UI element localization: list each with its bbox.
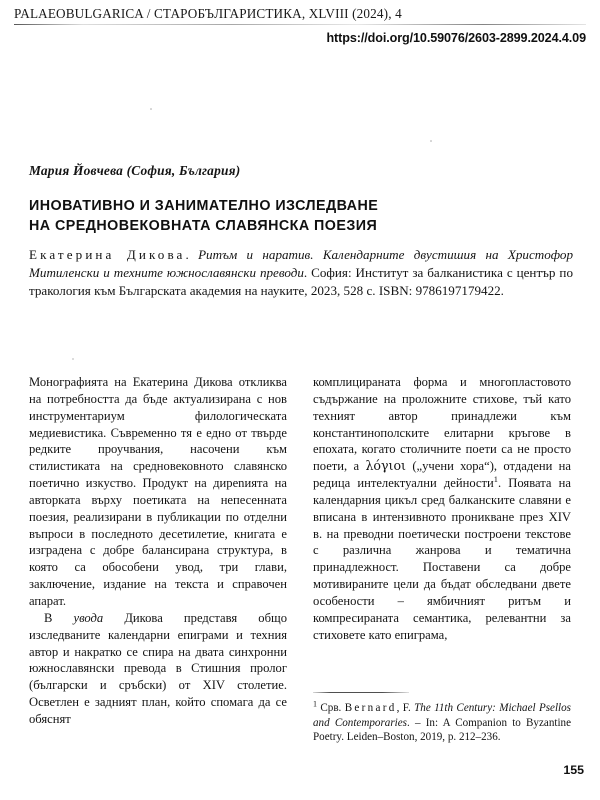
scan-speck [72, 358, 74, 360]
greek-term: λόγιοι [365, 458, 406, 474]
paragraph: Монографията на Екатерина Дикова откликва на потребността да бъде актуализирана с нов инструментариум филологическата медиевистика. Съвременно тя е едно от твърде редките проучвания, насочени към стилистиката на средновековното славянско поетично изкуство. Продукт на дирenията на авторката върху поетиката на непесенната поезия, реализирани в публикации по отделни въпроси в последното десетилетие, книгата е изградена с добре балансирана структура, в която са обособени увод, три глави, заключение, издание на текста и справочен апарат. [29, 375, 287, 608]
scan-speck [150, 108, 152, 110]
reviewed-book-imprint: . София: Институт за балканистика с център по тракология към Българската академия на науките, 2023, 528 с. ISBN: 9786197179422. [29, 265, 573, 299]
footnote-title: The 11th Century: Michael Psellos and Contemporaries [313, 702, 572, 729]
reviewed-book-title: Ритъм и наратив. Календарните двустишия на Христофор Митиленски и техните южнославянски преводи [29, 247, 573, 281]
footnote-prefix: Срв. [320, 702, 345, 714]
author-byline: Мария Йовчева (София, България) [29, 163, 241, 178]
paragraph: В увода Дикова представя общо изследваните календарни епиграми и техния автор и накратко се спира на двата синхронни южнославянски превода в Стишния пролог (български и сръбски) от XIV столетие. Осветлен е задният план, който спомага да се обяснят [29, 610, 287, 726]
footnote-author: Bernard [344, 702, 397, 714]
paragraph-text-part-1: комплицираната форма и многопластовото съдържание на проложните стихове, тъй като техният автор принадлежи към константинополските елитарни кръгове в епохата, когато столичните поети са не просто поети, а [313, 375, 571, 474]
body-column-right [313, 374, 571, 644]
footnote-author-initial: , F. [396, 702, 415, 714]
footnote-tail: . – In: A Companion to Byzantine Poetry. Leiden–Boston, 2019, p. 212–236. [313, 716, 571, 744]
footnote-reference[interactable]: 1 [493, 474, 498, 484]
running-head: PALAEOBULGARICA / СТАРОБЪЛГАРИСТИКА, XLVIII (2024), 4 [14, 6, 402, 21]
footnote-marker: 1 [313, 699, 317, 709]
article-title-line-2: НА СРЕДНОВЕКОВНАТА СЛАВЯНСКА ПОЕЗИЯ [29, 217, 378, 234]
paragraph-text-part-3: . Появата на календарния цикъл сред балканските славяни е вписана в интензивното проникване през XIV в. на преводни поетически построени текстове с различна жанрова и тематична принадлежност. Поставени са добре мотивираните цели да бъдат обследвани двете особености – ямбичният ритъм и компресираната семантика, релевантни за стиховете като епиграма, [313, 476, 572, 642]
footnote-1 [313, 701, 571, 745]
scan-speck [430, 140, 432, 142]
body-column-left [29, 374, 287, 728]
bibliographic-record [29, 246, 573, 301]
footnote-separator-rule [313, 692, 409, 693]
doi-link[interactable]: https://doi.org/10.59076/2603-2899.2024.4.09 [326, 31, 586, 45]
reviewed-book-author: Екатерина Дикова [29, 247, 186, 262]
emphasis-uvoda: увода [73, 610, 104, 625]
paragraph-text: Дикова представя общо изследваните календарни епиграми и техния автор и накратко се спира на двата синхронни южнославянски превода в Стишния пролог (български и сръбски) от XIV столетие. Осветлен е задният план, който спомага да се обяснят [29, 610, 287, 726]
paragraph [313, 374, 571, 644]
paragraph-text-part-2: („учени хора“), отдадени на редица интелектуални дейности [313, 459, 572, 491]
header-rule [14, 24, 586, 25]
article-title [29, 197, 574, 236]
article-title-line-1: ИНОВАТИВНО И ЗАНИМАТЕЛНО ИЗСЛЕДВАНЕ [29, 198, 379, 214]
bibrec-separator: . [185, 247, 199, 262]
page-number: 155 [563, 763, 584, 777]
